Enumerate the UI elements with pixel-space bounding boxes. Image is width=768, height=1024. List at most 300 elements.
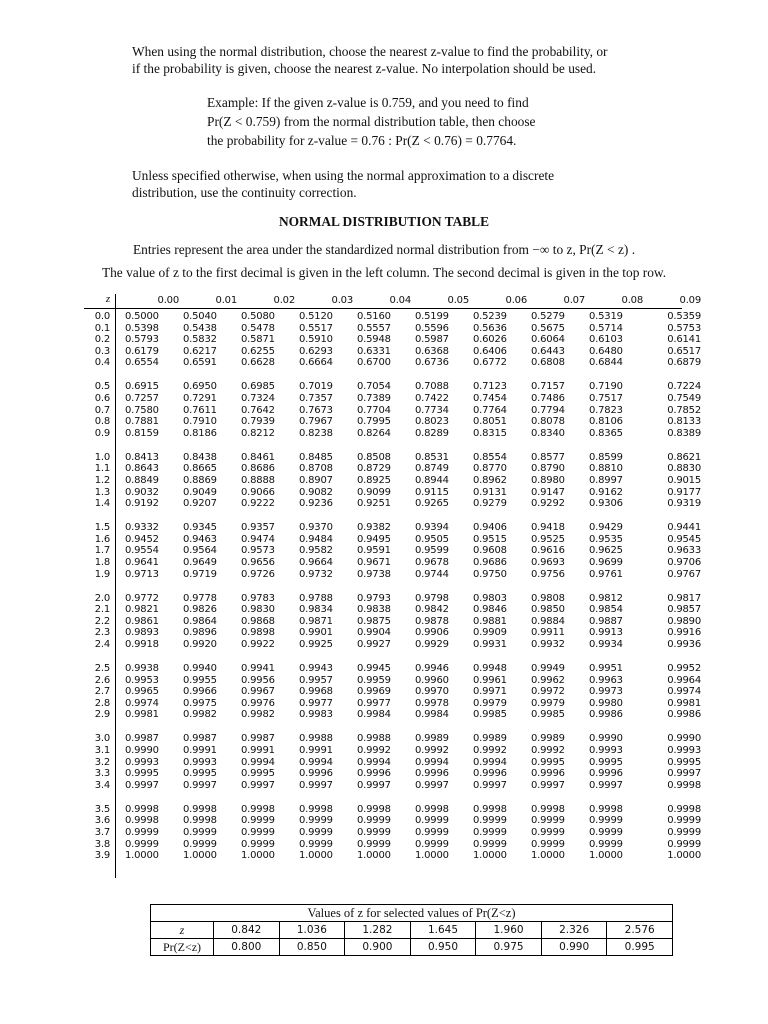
table-cell: 0.9999 [531,827,565,838]
table-cell: 0.9573 [241,545,275,557]
table-cell: 0.9987 [125,733,159,745]
table-cell: 1.0000 [241,850,275,862]
table-cell: 0.9999 [473,815,507,827]
z-row-label: 3.3 [94,768,110,780]
table-cell: 0.7794 [531,404,565,416]
table-cell: 0.9906 [415,627,449,639]
selected-z-value: 0.842 [214,922,280,939]
table-cell: 0.5636 [473,322,507,334]
table-cell: 0.6915 [125,381,159,393]
table-cell: 0.9535 [589,533,623,545]
table-cell: 0.7642 [241,404,275,416]
table-cell: 0.9995 [125,768,159,780]
table-cell: 1.0000 [357,850,391,862]
table-cell: 0.9993 [183,756,217,768]
table-cell: 0.8869 [183,475,217,486]
table-cell: 0.9767 [667,568,701,580]
table-cell: 0.7823 [589,404,623,416]
selected-p-row [151,939,673,956]
selected-p-value: 0.990 [541,939,607,956]
table-cell: 0.9996 [299,768,333,780]
table-cell: 0.9984 [415,709,449,721]
table-cell: 0.8238 [299,427,333,439]
table-cell: 0.9608 [473,545,507,557]
table-cell: 0.8289 [415,427,449,439]
table-cell: 0.9913 [589,627,623,639]
table-cell: 0.9864 [183,615,217,627]
table-cell: 0.9999 [241,838,275,850]
table-cell: 0.9821 [125,604,159,616]
table-cell: 0.9394 [415,522,449,534]
table-cell: 0.9641 [125,557,159,568]
table-cell: 0.9994 [357,756,391,768]
table-cell: 0.9960 [415,674,449,686]
table-cell: 0.9936 [667,639,701,650]
table-cell: 0.8849 [125,475,159,486]
table-cell: 0.9306 [589,498,623,510]
table-cell: 0.9925 [299,639,333,650]
table-cell: 0.9941 [241,663,275,674]
table-cell: 0.9970 [415,686,449,698]
table-cell: 0.8888 [241,475,275,486]
table-cell: 0.9965 [125,686,159,698]
table-cell: 0.9656 [241,557,275,568]
table-cell: 0.9967 [241,686,275,698]
table-cell: 0.9976 [241,697,275,709]
table-cell: 0.8106 [589,416,623,428]
table-cell: 0.9591 [357,545,391,557]
z-row-label: 2.3 [94,627,110,639]
z-row-label: 0.2 [94,334,110,346]
z-row-label: 3.7 [94,827,110,838]
table-cell: 0.9945 [357,663,391,674]
table-cell: 0.8749 [415,463,449,475]
table-cell: 0.6217 [183,345,217,357]
table-cell: 0.7454 [473,393,507,404]
table-cell: 0.9147 [531,486,565,498]
table-cell: 0.9842 [415,604,449,616]
table-cell: 0.9772 [125,592,159,604]
table-cell: 0.5987 [415,334,449,346]
column-header: 0.03 [331,295,353,306]
table-cell: 0.9992 [415,745,449,756]
table-cell: 0.6368 [415,345,449,357]
table-cell: 0.8365 [589,427,623,439]
table-title: NORMAL DISTRIBUTION TABLE [278,214,490,229]
table-cell: 0.9985 [531,709,565,721]
table-cell: 0.9871 [299,615,333,627]
table-cell: 0.9429 [589,522,623,534]
table-cell: 0.9999 [589,827,623,838]
table-cell: 0.9357 [241,522,275,534]
table-cell: 0.9279 [473,498,507,510]
table-cell: 0.9996 [589,768,623,780]
z-row-label: 1.8 [94,557,110,568]
table-cell: 0.8577 [531,451,565,463]
table-cell: 0.9973 [589,686,623,698]
table-cell: 0.9418 [531,522,565,534]
table-cell: 0.7852 [667,404,701,416]
table-cell: 0.9988 [357,733,391,745]
table-cell: 0.9946 [415,663,449,674]
z-row-label: 2.1 [94,604,110,616]
table-cell: 0.9332 [125,522,159,534]
table-cell: 0.9699 [589,557,623,568]
table-cell: 0.9999 [357,827,391,838]
column-header: 0.02 [273,295,295,306]
selected-p-value: 0.850 [279,939,345,956]
z-row-label: 3.1 [94,745,110,756]
table-cell: 0.6103 [589,334,623,346]
table-cell: 0.9633 [667,545,701,557]
table-cell: 0.9162 [589,486,623,498]
table-cell: 0.9987 [183,733,217,745]
table-cell: 0.9953 [125,674,159,686]
z-row-label: 1.7 [94,545,110,557]
table-cell: 0.6808 [531,357,565,369]
table-cell: 0.6064 [531,334,565,346]
table-cell: 0.8665 [183,463,217,475]
table-cell: 0.9783 [241,592,275,604]
table-cell: 0.9904 [357,627,391,639]
column-header: 0.08 [621,295,643,306]
table-cell: 0.9099 [357,486,391,498]
table-cell: 0.9999 [125,827,159,838]
table-cell: 0.8621 [667,451,701,463]
table-cell: 0.9778 [183,592,217,604]
table-cell: 0.9756 [531,568,565,580]
table-cell: 0.9983 [299,709,333,721]
table-cell: 0.7324 [241,393,275,404]
z-row-label: 0.8 [94,416,110,428]
table-cell: 0.5596 [415,322,449,334]
table-cell: 0.8729 [357,463,391,475]
z-row-label: 1.9 [94,568,110,580]
table-cell: 0.9826 [183,604,217,616]
z-row-label: 0.9 [94,427,110,439]
selected-z-value: 2.576 [607,922,673,939]
z-row-label: 0.7 [94,404,110,416]
table-cell: 0.5080 [241,311,275,322]
z-row-label: 1.3 [94,486,110,498]
table-cell: 0.9564 [183,545,217,557]
table-cell: 0.7123 [473,381,507,393]
table-cell: 0.9896 [183,627,217,639]
column-header: 0.09 [679,295,701,306]
table-cell: 0.9997 [125,779,159,791]
table-cell: 0.8944 [415,475,449,486]
z-row-label: 3.8 [94,838,110,850]
table-cell: 0.8962 [473,475,507,486]
z-row-label: 2.0 [94,592,110,604]
column-header: 0.07 [563,295,585,306]
table-cell: 0.5871 [241,334,275,346]
table-cell: 0.9999 [241,815,275,827]
table-cell: 0.7054 [357,381,391,393]
table-cell: 0.9940 [183,663,217,674]
table-cell: 0.9998 [667,779,701,791]
table-cell: 0.7157 [531,381,565,393]
table-cell: 0.9999 [473,827,507,838]
table-cell: 0.5239 [473,311,507,322]
table-cell: 0.8907 [299,475,333,486]
table-cell: 0.9998 [531,803,565,815]
table-cell: 0.9997 [183,779,217,791]
table-cell: 0.9616 [531,545,565,557]
table-cell: 0.9817 [667,592,701,604]
table-cell: 0.9982 [183,709,217,721]
table-cell: 0.9999 [473,838,507,850]
table-cell: 0.8554 [473,451,507,463]
table-cell: 0.9868 [241,615,275,627]
z-row-label: 3.0 [94,733,110,745]
table-cell: 0.9999 [357,838,391,850]
table-cell: 0.9830 [241,604,275,616]
table-cell: 0.6950 [183,381,217,393]
table-cell: 1.0000 [473,850,507,862]
selected-p-value: 0.975 [476,939,542,956]
z-header: z [105,293,110,305]
header-divider [84,308,682,309]
table-cell: 0.9495 [357,533,391,545]
table-cell: 0.7517 [589,393,623,404]
table-cell: 0.9998 [125,803,159,815]
table-cell: 1.0000 [299,850,333,862]
table-cell: 0.9686 [473,557,507,568]
z-row-label: 2.8 [94,697,110,709]
table-cell: 0.9999 [125,838,159,850]
table-cell: 0.8531 [415,451,449,463]
table-cell: 0.9990 [125,745,159,756]
z-row-label: 1.1 [94,463,110,475]
table-cell: 0.5478 [241,322,275,334]
table-cell: 0.9834 [299,604,333,616]
column-header: 0.01 [215,295,237,306]
table-cell: 0.8980 [531,475,565,486]
table-cell: 0.9997 [473,779,507,791]
table-cell: 0.9115 [415,486,449,498]
table-cell: 0.9957 [299,674,333,686]
table-cell: 0.9177 [667,486,701,498]
table-cell: 0.9998 [473,803,507,815]
table-cell: 0.9996 [531,768,565,780]
table-cell: 0.6293 [299,345,333,357]
table-cell: 0.8770 [473,463,507,475]
table-cell: 0.9744 [415,568,449,580]
table-cell: 0.9998 [667,803,701,815]
selected-p-label: Pr(Z<z) [151,939,214,956]
selected-z-value: 1.960 [476,922,542,939]
table-cell: 0.9463 [183,533,217,545]
table-cell: 0.9994 [241,756,275,768]
table-cell: 0.9452 [125,533,159,545]
table-cell: 0.5319 [589,311,623,322]
table-cell: 0.9192 [125,498,159,510]
table-cell: 0.9545 [667,533,701,545]
table-cell: 0.9995 [241,768,275,780]
table-cell: 0.7224 [667,381,701,393]
table-cell: 0.9999 [183,838,217,850]
table-cell: 0.9999 [531,815,565,827]
table-cell: 0.9999 [299,827,333,838]
table-cell: 0.9999 [589,838,623,850]
table-cell: 0.8315 [473,427,507,439]
table-cell: 0.5675 [531,322,565,334]
table-cell: 0.9998 [125,815,159,827]
table-cell: 0.9993 [125,756,159,768]
table-cell: 0.9909 [473,627,507,639]
z-row-label: 3.2 [94,756,110,768]
table-cell: 0.9918 [125,639,159,650]
table-cell: 0.6443 [531,345,565,357]
table-cell: 0.9986 [667,709,701,721]
table-cell: 0.9582 [299,545,333,557]
table-cell: 0.9962 [531,674,565,686]
z-row-label: 3.4 [94,779,110,791]
table-cell: 0.9525 [531,533,565,545]
table-cell: 0.9999 [415,838,449,850]
table-cell: 0.9066 [241,486,275,498]
table-cell: 0.9881 [473,615,507,627]
table-cell: 0.9999 [589,815,623,827]
table-cell: 0.8186 [183,427,217,439]
table-cell: 0.9927 [357,639,391,650]
table-cell: 0.9370 [299,522,333,534]
selected-caption-row [151,905,673,922]
z-row-label: 1.6 [94,533,110,545]
table-cell: 0.5199 [415,311,449,322]
table-cell: 0.9989 [415,733,449,745]
table-cell: 0.8643 [125,463,159,475]
table-cell: 0.8790 [531,463,565,475]
table-cell: 0.9991 [241,745,275,756]
table-cell: 0.5793 [125,334,159,346]
table-cell: 0.8686 [241,463,275,475]
table-cell: 0.9990 [667,733,701,745]
table-cell: 0.9738 [357,568,391,580]
table-cell: 0.5753 [667,322,701,334]
table-cell: 0.9999 [415,815,449,827]
table-cell: 0.8340 [531,427,565,439]
table-cell: 0.9812 [589,592,623,604]
table-cell: 0.9846 [473,604,507,616]
table-cell: 0.9761 [589,568,623,580]
table-cell: 0.9999 [531,838,565,850]
table-cell: 0.5160 [357,311,391,322]
table-cell: 0.7549 [667,393,701,404]
table-cell: 0.9994 [473,756,507,768]
table-cell: 0.5279 [531,311,565,322]
selected-z-value: 1.282 [345,922,411,939]
table-cell: 0.9951 [589,663,623,674]
table-cell: 0.9977 [299,697,333,709]
z-row-label: 2.6 [94,674,110,686]
table-cell: 1.0000 [183,850,217,862]
table-cell: 0.8461 [241,451,275,463]
table-cell: 0.8997 [589,475,623,486]
table-cell: 0.9901 [299,627,333,639]
table-cell: 0.5438 [183,322,217,334]
table-cell: 0.9996 [357,768,391,780]
table-cell: 0.9988 [299,733,333,745]
table-cell: 0.9998 [183,803,217,815]
table-cell: 0.6985 [241,381,275,393]
table-cell: 0.6591 [183,357,217,369]
table-cell: 0.9952 [667,663,701,674]
table-cell: 0.9991 [183,745,217,756]
z-row-label: 0.6 [94,393,110,404]
table-cell: 0.9992 [357,745,391,756]
z-row-label: 2.9 [94,709,110,721]
table-cell: 0.9995 [589,756,623,768]
table-cell: 0.9999 [241,827,275,838]
table-cell: 0.9929 [415,639,449,650]
table-cell: 0.9997 [299,779,333,791]
table-cell: 0.9999 [357,815,391,827]
table-cell: 0.9808 [531,592,565,604]
table-cell: 0.8438 [183,451,217,463]
table-cell: 0.9898 [241,627,275,639]
z-row-label: 1.5 [94,522,110,534]
table-cell: 0.9998 [589,803,623,815]
table-cell: 0.8051 [473,416,507,428]
table-cell: 0.7291 [183,393,217,404]
table-cell: 0.8264 [357,427,391,439]
z-row-label: 1.0 [94,451,110,463]
table-cell: 0.9978 [415,697,449,709]
table-cell: 0.9987 [241,733,275,745]
column-header: 0.00 [157,295,179,306]
table-cell: 0.8159 [125,427,159,439]
table-cell: 0.7257 [125,393,159,404]
table-cell: 0.9922 [241,639,275,650]
intro-line-2: if the probability is given, choose the nearest z-value. No interpolation should be used. [132,61,597,76]
selected-z-value: 1.645 [410,922,476,939]
table-cell: 0.9803 [473,592,507,604]
table-cell: 0.9997 [415,779,449,791]
table-cell: 0.9999 [415,827,449,838]
entries-line-2: The value of z to the first decimal is given in the left column. The second decimal is given in the top row. [101,265,667,280]
selected-z-row [151,922,673,939]
table-cell: 0.5948 [357,334,391,346]
table-cell: 0.9971 [473,686,507,698]
table-cell: 0.9222 [241,498,275,510]
table-cell: 0.9997 [531,779,565,791]
table-cell: 0.7704 [357,404,391,416]
table-cell: 0.6844 [589,357,623,369]
table-cell: 1.0000 [125,850,159,862]
example-line-1: Example: If the given z-value is 0.759, and you need to find [207,95,529,110]
table-cell: 0.9997 [589,779,623,791]
table-cell: 0.9979 [531,697,565,709]
table-cell: 0.9998 [357,803,391,815]
table-cell: 0.8810 [589,463,623,475]
table-cell: 0.9649 [183,557,217,568]
table-cell: 0.9671 [357,557,391,568]
selected-z-label: z [151,922,214,939]
table-cell: 0.6026 [473,334,507,346]
table-cell: 0.9982 [241,709,275,721]
table-cell: 0.9082 [299,486,333,498]
table-cell: 0.7967 [299,416,333,428]
table-cell: 0.9949 [531,663,565,674]
table-cell: 0.9992 [473,745,507,756]
table-cell: 0.9788 [299,592,333,604]
table-cell: 0.7580 [125,404,159,416]
table-cell: 0.5557 [357,322,391,334]
z-row-label: 0.0 [94,311,110,322]
table-cell: 0.9049 [183,486,217,498]
